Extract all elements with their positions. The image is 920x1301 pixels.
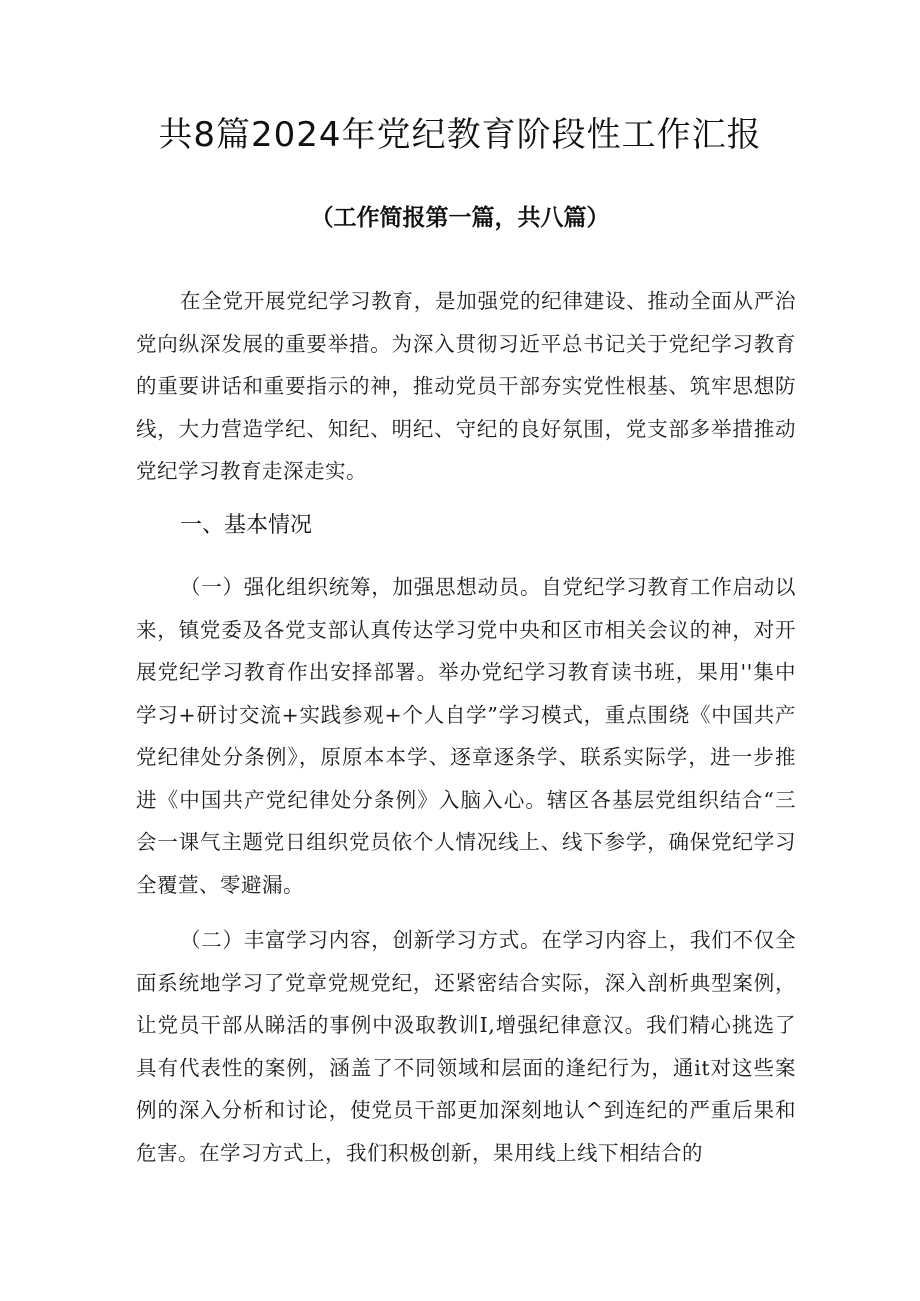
section-heading: 一、基本情况 [180, 513, 313, 538]
body-paragraph-1: （一）强化组织统筹，加强思想动员。自党纪学习教育工作启动以来，镇党委及各党支部认真传达学习党中央和区市相关会议的神，对开展党纪学习教育作出安择部署。举办党纪学习教育读书班，果用''集中学习+研讨交流+实践参观+个人自学”学习模式，重点围绕《中国共产党纪律处分条例》，原原本本学、逐章逐条学、联系实际学，进一步推进《中国共产党纪律处分条例》入脑入心。辖区各基层党组织结合“三会一课气主题党日组织党员依个人情况线上、线下参学，确保党纪学习全覆萱、零避漏。 [136, 575, 796, 897]
body-paragraph-2: （二）丰富学习内容，创新学习方式。在学习内容上，我们不仅全面系统地学习了党章党规党纪，还紧密结合实际，深入剖析典型案例，让党员干部从睇活的事例中汲取教训I,增强纪律意汉。我们精心挑选了具有代表性的案例，涵盖了不同领域和层面的逢纪行为，通it对这些案例的深入分析和讨论，使党员干部更加深刻地认^到连纪的严重后果和危害。在学习方式上，我们积极创新，果用线上线下相结合的 [136, 928, 796, 1165]
document-subtitle: （工作简报第一篇，共八篇） [310, 205, 610, 231]
intro-paragraph: 在全党开展党纪学习教育，是加强党的纪律建设、推动全面从严治党向纵深发展的重要举措。为深入贯彻习近平总书记关于党纪学习教育的重要讲话和重要指示的神，推动党员干部夯实党性根基、筑牢思想防线，大力营造学纪、知纪、明纪、守纪的良好氛围，党支部多举措推动党纪学习教育走深走实。 [136, 289, 796, 483]
document-title: 共8篇2024年党纪教育阶段性工作汇报 [158, 115, 762, 155]
